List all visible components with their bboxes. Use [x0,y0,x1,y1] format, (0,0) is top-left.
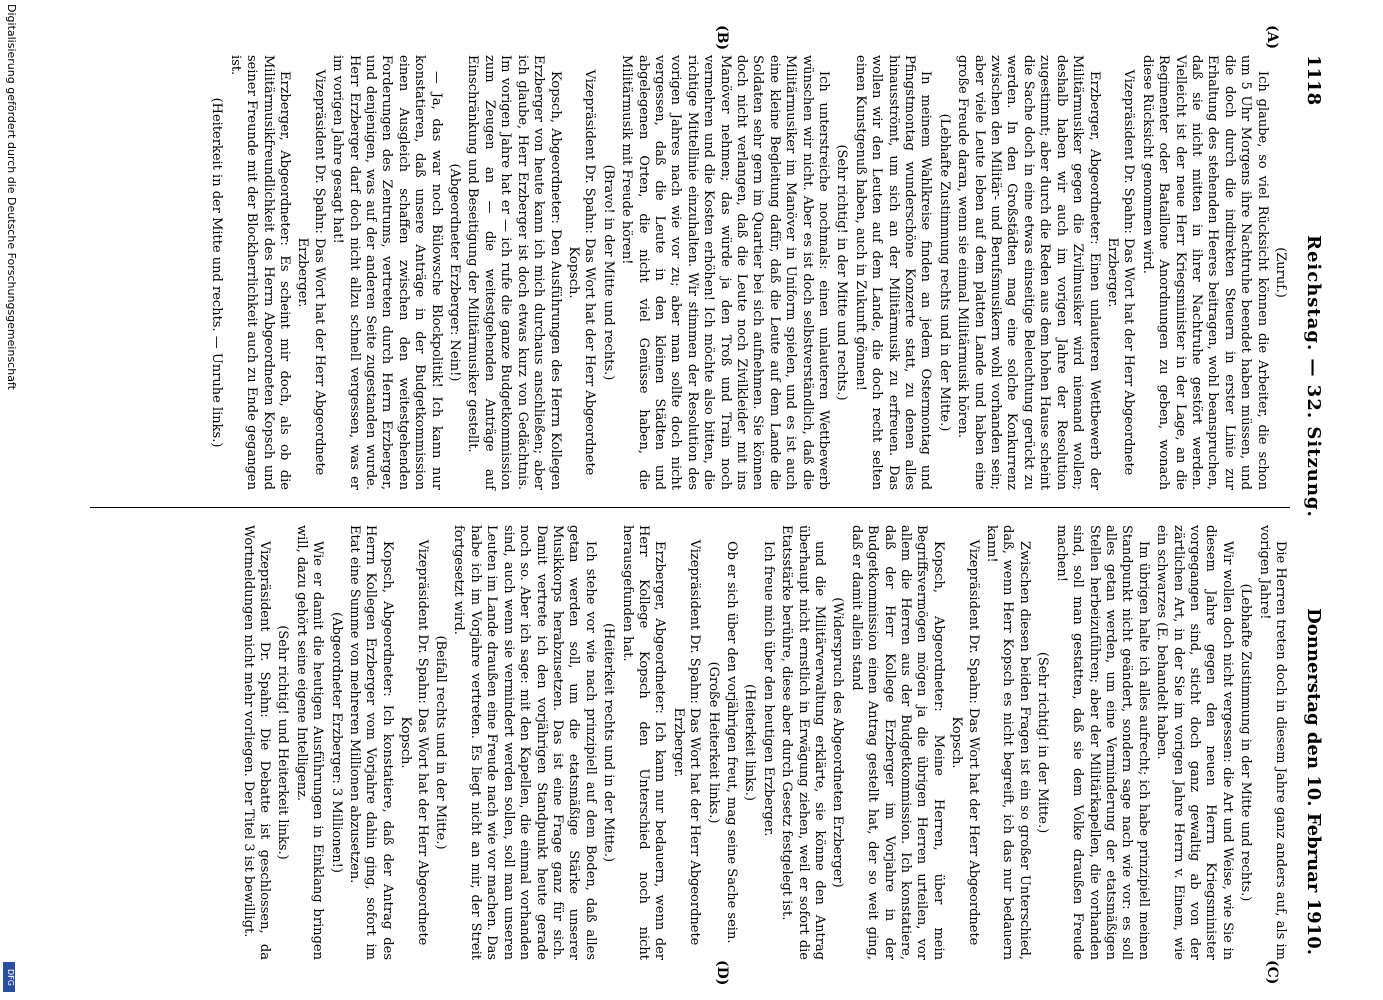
paragraph: (Abgeordneter Erzberger: Nein!) [447,163,463,382]
paragraph: (Zuruf.) [1273,247,1288,298]
paragraph: (Beifall rechts und in der Mitte.) [433,635,449,850]
paragraph: Vizepräsident Dr. Spahn: Das Wort hat der Herr Abgeordnete Kopsch. [949,539,981,946]
paragraph: Erzberger, Abgeordneter: Es scheint mir doch, als ob die Militärmusikfreundlichkeit des Herrn Abgeordneten Kopsch und seiner Freunde mit der Blockherrlichkeit auch zu Ende gegangen ist. [227,55,293,490]
paragraph: Im übrigen halte ich alles aufrecht; ich habe prinzipiell meinen Standpunkt nicht geändert, sondern sage nach wie vor: es soll alles getan werden, um eine Verminderung der etatsmäßigen Stellen herbeizuführen; aber der Militärkapellen, die vorhanden sind, soll man gestatten, daß sie dem Volke draußen Freude machen! [1053,525,1151,960]
paragraph: (Heiterkeit rechts und in der Mitte.) [601,622,617,863]
paragraph: Vizepräsident Dr. Spahn: Das Wort hat der Herr Abgeordnete Erzberger. [670,539,703,946]
paragraph: Vizepräsident Dr. Spahn: Die Debatte ist geschlossen, da Wortmeldungen nicht mehr vorliegen. Der Titel 3 ist bewilligt. [240,525,273,960]
session-title: Reichstag. — 32. Sitzung. [1303,235,1324,518]
paragraph: Wir wollen doch nicht vergessen: die Art und Weise, wie Sie in diesem Jahre gegen den neuen Herrn Kriegsminister vorgegangen sind, sticht doch ganz gewaltig ab von der zärtlichen Art, in der Sie im vorigen Jahre Herrn v. Einem, wie ein schwarzes (E. behandelt haben. [1154,525,1235,960]
page-header [1290,55,1330,955]
paragraph: Kopsch, Abgeordneter: Den Ausführungen des Herrn Kollegen Erzberger von heute kann ich mich durchaus anschließen; aber ich glaube, Herr Erzberger ist doch etwas kurz von Gedächtnis. Im vorigen Jahre hat er — ich rufe die ganze Budgetkommission zum Zeugen an — die weitestgehenden Anträge auf Einschränkung und Beseitigung der Militärmusiker gestellt. [465,55,563,490]
funding-note: Digitalisierung gefördert durch die Deutsche Forschungsgemeinschaft [5,4,18,390]
paragraph: (Heiterkeit in der Mitte und rechts. — Unruhe links.) [209,97,225,448]
paragraph: Erzberger, Abgeordneter: Ich kann nur bedauern, wenn der Herr Kollege Kopsch den Unterschied noch nicht herausgefunden hat. [619,525,668,960]
document-page [85,25,1330,986]
paragraph: (Abgeordneter Erzberger: 3 Millionen!) [328,612,344,873]
paragraph: Vizepräsident Dr. Spahn: Das Wort hat der Herr Abgeordnete Erzberger. [1104,69,1137,476]
paragraph: (Sehr richtig! und Heiterkeit links.) [275,625,291,860]
paragraph: (Sehr richtig! in der Mitte und rechts.) [834,144,850,401]
paragraph: Die Herren treten doch in diesem Jahre ganz anders auf, als im vorigen Jahre! [1256,525,1288,960]
dfg-logo: DFG [3,962,15,992]
paragraph: Ich unterstreiche nochmals: einen unlauteren Wettbewerb wünschen wir nicht. Aber es ist doch selbstverständlich, daß die Militärmusiker im Manöver in Uniform spielen, und es ist auch eine kleine Begleitung dafür, daß die Leute auf dem Lande die Soldaten sehr gern im Quartier bei sich aufnehmen. Sie können doch nicht verlangen, daß die Leute noch Zivilkleider mit ins Manöver nehmen; das würde ja den Troß und Train noch vermehren und die Kosten erhöhen! Ich möchte also bitten, die richtige Mittellinie einzuhalten. Wir stimmen der Resolution des vorigen Jahres nach wie vor zu; aber man sollte doch nicht vergessen, daß die Leute in den kleinen Städten und abgelegenen Orten, die nicht viel Genüsse haben, die Militärmusik mit Freude hören! [619,55,832,490]
paragraph: Vizepräsident Dr. Spahn: Das Wort hat der Herr Abgeordnete Erzberger. [295,69,327,476]
paragraph: (Bravo! in der Mitte und rechts.) [600,164,616,381]
margin-marker-c: (C) [1264,960,1280,985]
paragraph: (Widerspruch des Abgeordneten Erzberger) [830,597,846,888]
paragraph: Erzberger, Abgeordneter: Einen unlauteren Wettbewerb der Militärmusiker gegen die Zivilmusiker wird niemand wollen; deshalb haben wir auch im vorigen Jahre der Resolution zugestimmt; aber durch die Reden aus dem hohen Hause scheint die Sache doch in eine etwas einseitige Beleuchtung gerückt zu werden. In den Großstädten mag eine solche Konkurrenz zwischen den Militär- und Berufsmusikern wohl vorhanden sein; aber viele Leute leben auf dem platten Lande und haben eine große Freude daran, wenn sie einmal Militärmusik hören. [955,55,1102,490]
paragraph: (Lebhafte Zustimmung rechts und in der Mitte.) [936,113,952,432]
paragraph: Kopsch, Abgeordneter: Meine Herren, über mein Begriffsvermögen mögen ja die übrigen Herren urteilen, vor allem die Herren aus der Budgetkommission. Ich konstatiere, daß der Herr Kollege Erzberger im Vorjahre in der Budgetkommission einen Antrag gestellt hat, der so weit ging, daß er damit allein stand [848,525,946,960]
paragraph: Zwischen diesen beiden Fragen ist ein so großer Unterschied, daß, wenn Herr Kopsch es nicht begreift, ich das nur bedauern kann! [984,525,1032,960]
paragraph: — Ja, das war noch Bülowsche Blockpolitik! Ich kann nur konstatieren, daß unsere Anträge in der Budgetkommission einen Ausgleich schaffen zwischen den weitestgehenden Forderungen des Zentrums, vertreten durch Herrn Erzberger, und denjenigen, was auf der anderen Seite zugestanden wurde. Herr Erzberger darf doch nicht allzu schnell vergessen, was er im vorigen Jahre gesagt hat! [330,55,444,490]
left-column [206,55,1288,490]
paragraph: Kopsch, Abgeordneter: Ich konstatiere, daß der Antrag des Herrn Kollegen Erzberger vom Vorjahre dahin ging, sofort im Etat eine Summe von mehreren Millionen abzusetzen. [347,525,395,960]
paragraph: Vizepräsident Dr. Spahn: Das Wort hat der Herr Abgeordnete Kopsch. [398,539,430,946]
paragraph: und die Militärverwaltung erklärte, sie könne den Antrag überhaupt nicht ernstlich in Erwägung ziehen, weil er sofort die Etatsstärke berühre, diese aber durch Gesetz festgelegt ist. [779,525,828,960]
session-date: Donnerstag den 10. Februar 1910. [1303,608,1324,955]
footer-credit [2,0,16,1000]
paragraph: Ob er sich über den vorjährigen freut, mag seine Sache sein. [724,541,739,944]
page-number: 1118 [1303,55,1324,106]
column-divider [90,507,1290,508]
paragraph: Ich freue mich über den heutigen Erzberger. [760,541,776,837]
margin-marker-b: (B) [714,25,730,51]
paragraph: (Große Heiterkeit links.) [705,661,721,824]
margin-marker-d: (D) [714,960,730,986]
paragraph: Ich stehe vor wie nach prinzipiell auf dem Boden, daß alles getan werden soll, um die etatsmäßige Stärke unserer Musikkorps herabzusetzen. Das ist eine Frage ganz für sich. Damit vertrete ich den vorjährigen Standpunkt heute gerade noch so. Aber ich sage: mit den Kapellen, die einmal vorhanden sind, auch wenn sie vermindert werden sollen, soll man unseren Leuten im Lande draußen eine Freude nach wie vor machen. Das habe ich im Vorjahre vertreten. Es liegt nicht an mir, der Streit fortgesetzt wird. [451,525,598,960]
paragraph: (Lebhafte Zustimmung in der Mitte und rechts.) [1238,583,1254,902]
paragraph: (Heiterkeit links.) [742,684,758,801]
paragraph: Vizepräsident Dr. Spahn: Das Wort hat der Herr Abgeordnete Kopsch. [565,69,598,476]
right-column [237,525,1288,960]
margin-marker-a: (A) [1264,25,1280,50]
paragraph: In meinem Wahlkreise finden an jedem Ostermontag und Pfingstmontag wunderschöne Konzerte statt, zu denen alles hinausströmt, um sich an der Militärmusik zu erfreuen. Das wollen wir den Leuten auf dem Lande, die doch recht selten einen Kunstgenuß haben, auch in Zukunft gönnen! [852,55,934,490]
paragraph: (Sehr richtig! in der Mitte.) [1035,651,1051,834]
paragraph: Ich glaube, so viel Rücksicht können die Arbeiter, die schon um 5 Uhr Morgens ihre Nachtruhe beendet haben müssen, und die doch durch die indirekten Steuern in erster Linie zur Erhaltung des stehenden Heeres beitragen, wohl beanspruchen, daß sie nicht mitten in ihrer Nachtruhe gestört werden. Vielleicht ist der neue Herr Kriegsminister in der Lage, an die Regimenter oder Bataillone Anordnungen zu geben, wonach diese Rücksicht genommen wird. [1139,55,1270,490]
paragraph: Wie er damit die heutigen Ausführungen in Einklang bringen will, dazu gehört seine eigene Intelligenz. [293,525,326,960]
